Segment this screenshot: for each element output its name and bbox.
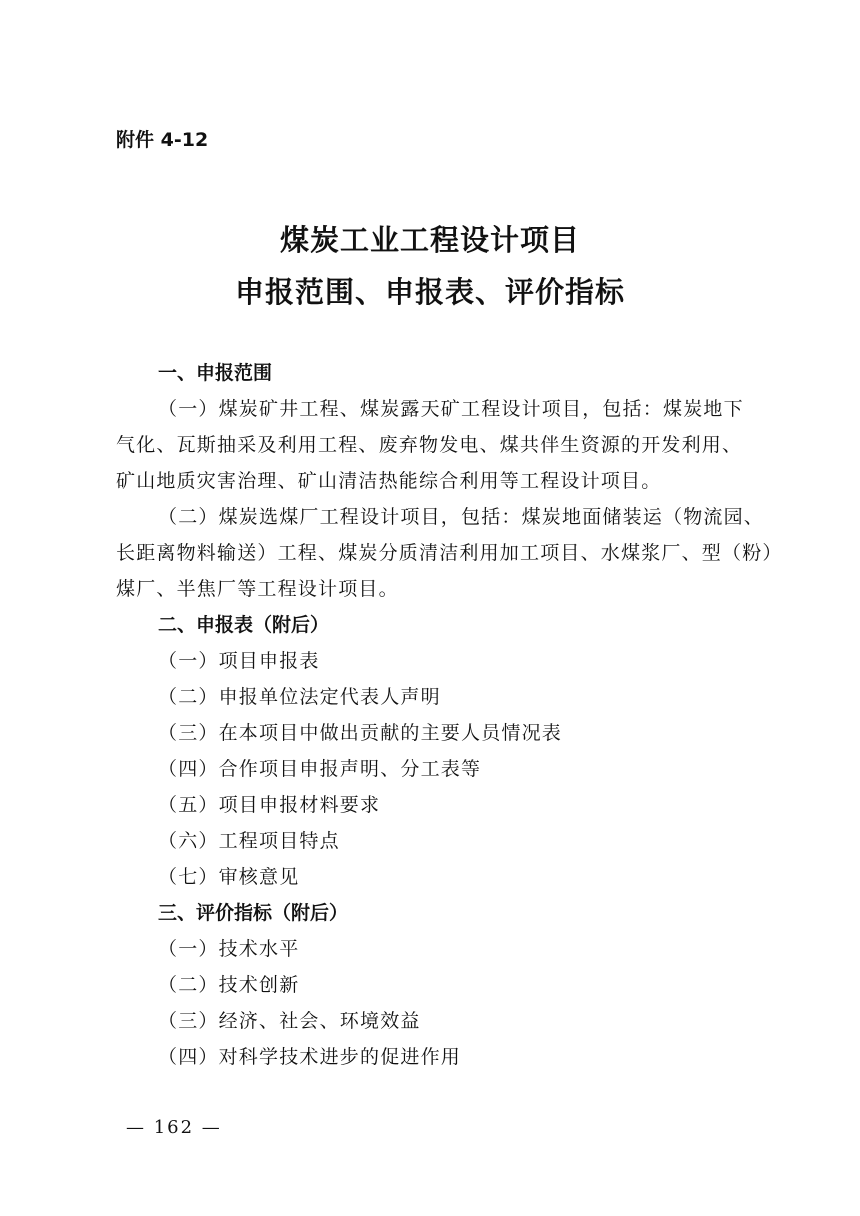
document-title-line2: 申报范围、申报表、评价指标 [234,275,625,309]
section2-list-item: （二）申报单位法定代表人声明 [158,686,441,708]
attachment-label: 附件 4-12 [116,129,209,151]
section3-list-item: （三）经济、社会、环境效益 [158,1010,421,1032]
section2-list-item: （六）工程项目特点 [158,830,340,852]
section3-list-item: （二）技术创新 [158,974,300,996]
section1-paragraph2-line: 长距离物料输送）工程、煤炭分质清洁利用加工项目、水煤浆厂、型（粉） [116,542,783,564]
section3-heading: 三、评价指标（附后） [158,902,349,924]
page-number: — 162 — [126,1117,222,1138]
section2-list-item: （五）项目申报材料要求 [158,794,381,816]
section2-list-item: （四）合作项目申报声明、分工表等 [158,758,482,780]
section2-list-item: （七）审核意见 [158,866,300,888]
section2-list-item: （一）项目申报表 [158,650,320,672]
section1-paragraph1-line: 气化、瓦斯抽采及利用工程、废弃物发电、煤共伴生资源的开发利用、 [116,434,743,456]
section3-list-item: （一）技术水平 [158,938,300,960]
section1-paragraph1-line: （一）煤炭矿井工程、煤炭露天矿工程设计项目，包括：煤炭地下 [158,398,744,420]
document-title-line1: 煤炭工业工程设计项目 [279,223,580,257]
section1-paragraph2-line: 煤厂、半焦厂等工程设计项目。 [116,578,399,600]
section3-list-item: （四）对科学技术进步的促进作用 [158,1046,462,1068]
section1-heading: 一、申报范围 [158,362,273,384]
section2-list-item: （三）在本项目中做出贡献的主要人员情况表 [158,722,563,744]
section1-paragraph1-line: 矿山地质灾害治理、矿山清洁热能综合利用等工程设计项目。 [116,470,662,492]
section1-paragraph2-line: （二）煤炭选煤厂工程设计项目，包括：煤炭地面储装运（物流园、 [158,506,765,528]
section2-heading: 二、申报表（附后） [158,614,330,636]
